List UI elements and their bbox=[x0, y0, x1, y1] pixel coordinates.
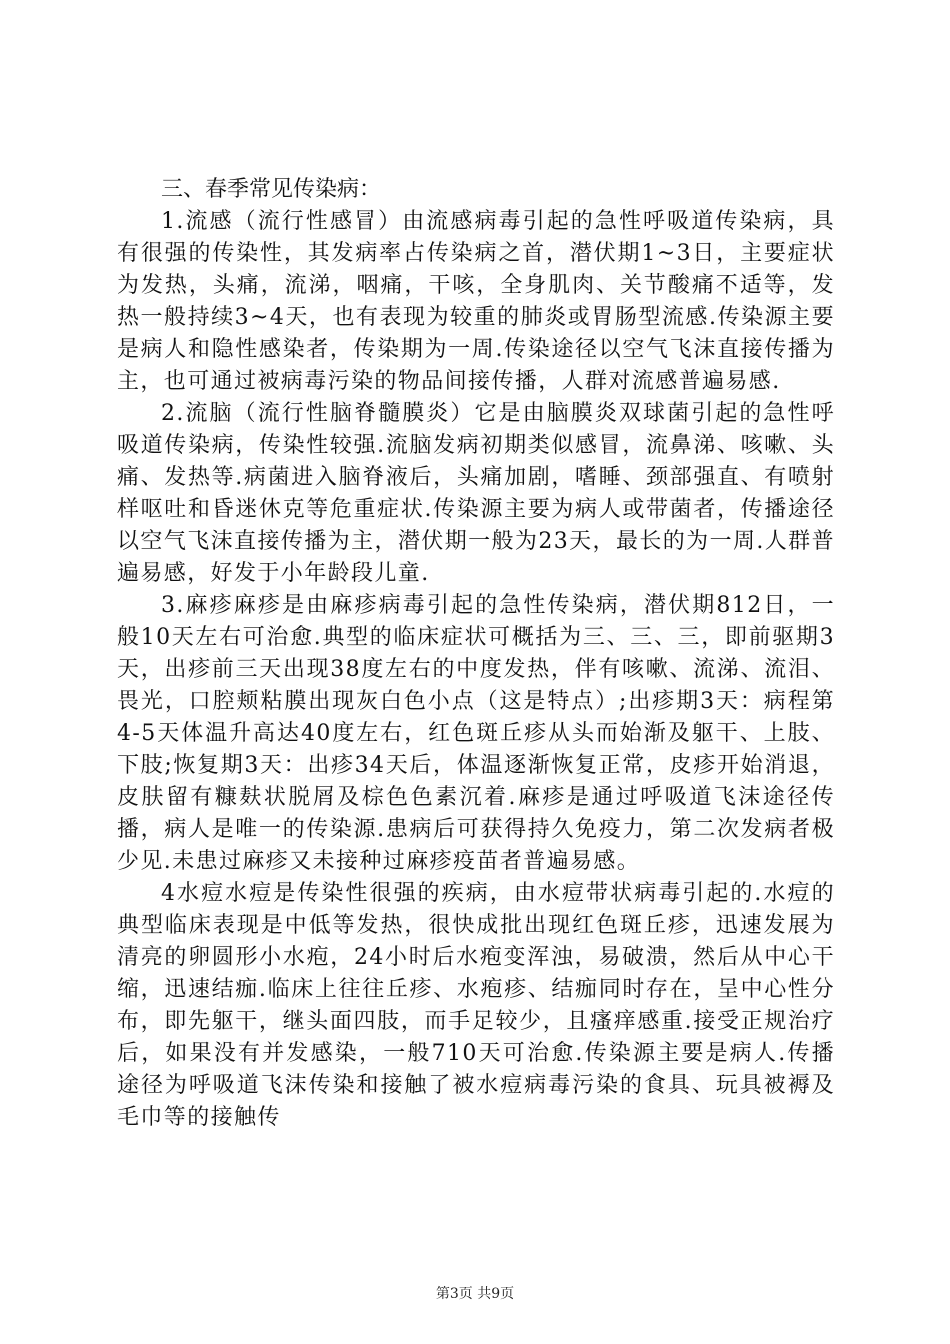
paragraph-measles: 3.麻疹麻疹是由麻疹病毒引起的急性传染病，潜伏期812日，一般10天左右可治愈.典型的临床症状可概括为三、三、三，即前驱期3天，出疹前三天出现38度左右的中度发热，伴有咳嗽、流涕、流泪、畏光，口腔颊粘膜出现灰白色小点（这是特点）;出疹期3天：病程第4-5天体温升高达40度左右，红色斑丘疹从头而始渐及躯干、上肢、下肢;恢复期3天：出疹34天后，体温逐渐恢复正常，皮疹开始消退，皮肤留有糠麸状脱屑及棕色色素沉着.麻疹是通过呼吸道飞沫途径传播，病人是唯一的传染源.患病后可获得持久免疫力，第二次发病者极少见.未患过麻疹又未接种过麻疹疫苗者普遍易感。 bbox=[117, 593, 835, 874]
document-body bbox=[117, 174, 835, 1134]
paragraph-meningitis: 2.流脑（流行性脑脊髓膜炎）它是由脑膜炎双球菌引起的急性呼吸道传染病，传染性较强.流脑发病初期类似感冒，流鼻涕、咳嗽、头痛、发热等.病菌进入脑脊液后，头痛加剧，嗜睡、颈部强直、有喷射样呕吐和昏迷休克等危重症状.传染源主要为病人或带菌者，传播途径以空气飞沫直接传播为主，潜伏期一般为23天，最长的为一周.人群普遍易感，好发于小年龄段儿童. bbox=[117, 401, 835, 586]
page-number-footer: 第3页 共9页 bbox=[435, 1286, 515, 1302]
paragraph-chickenpox: 4水痘水痘是传染性很强的疾病，由水痘带状病毒引起的.水痘的典型临床表现是中低等发热，很快成批出现红色斑丘疹，迅速发展为清亮的卵圆形小水疱，24小时后水疱变浑浊，易破溃，然后从中心干缩，迅速结痂.临床上往往丘疹、水疱疹、结痂同时存在，呈中心性分布，即先躯干，继头面四肢，而手足较少，且瘙痒感重.接受正规治疗后，如果没有并发感染，一般710天可治愈.传染源主要是病人.传播途径为呼吸道飞沫传染和接触了被水痘病毒污染的食具、玩具被褥及毛巾等的接触传 bbox=[117, 881, 835, 1130]
paragraph-influenza: 1.流感（流行性感冒）由流感病毒引起的急性呼吸道传染病，具有很强的传染性，其发病率占传染病之首，潜伏期1~3日，主要症状为发热，头痛，流涕，咽痛，干咳，全身肌肉、关节酸痛不适等，发热一般持续3~4天，也有表现为较重的肺炎或胃肠型流感.传染源主要是病人和隐性感染者，传染期为一周.传染途径以空气飞沫直接传播为主，也可通过被病毒污染的物品间接传播，人群对流感普遍易感. bbox=[117, 209, 835, 394]
section-heading: 三、春季常见传染病： bbox=[161, 177, 382, 202]
